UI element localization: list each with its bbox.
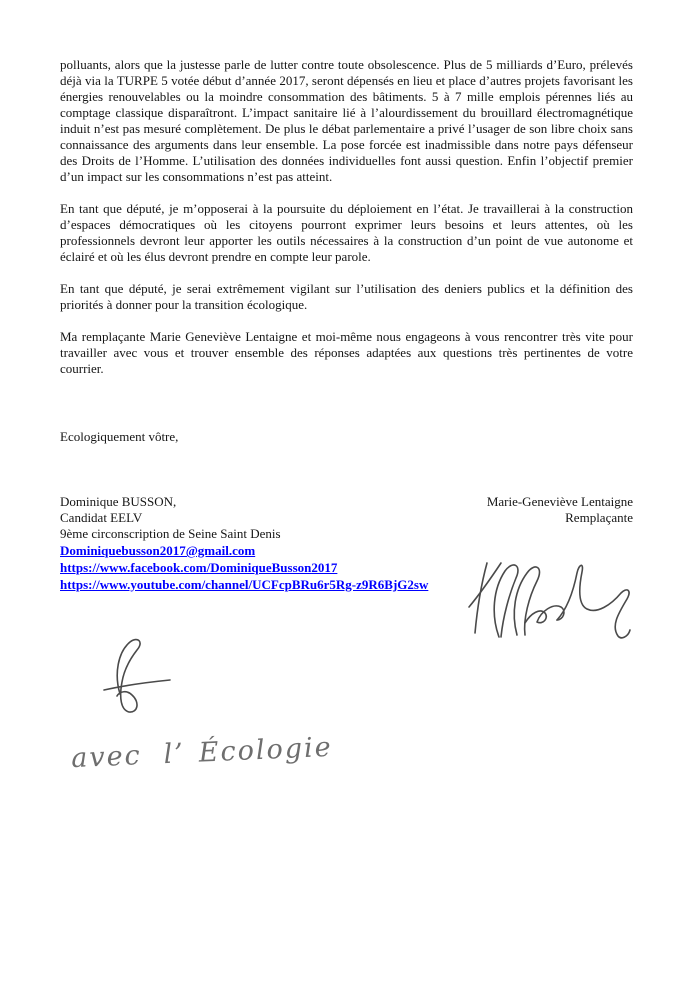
sender-block — [60, 494, 428, 593]
handwritten-word-ecologie: Écologie — [198, 731, 334, 769]
sender-district: 9ème circonscription de Seine Saint Denis — [60, 526, 281, 541]
lentaigne-signature — [465, 545, 640, 642]
paragraph-deniers-publics: En tant que député, je serai extrêmement vigilant sur l’utilisation des deniers publics et la définition des priorités à donner pour la transition écologique. — [60, 281, 633, 312]
busson-signature — [100, 636, 175, 714]
facebook-link[interactable]: https://www.facebook.com/DominiqueBusson2017 — [60, 560, 338, 575]
paragraph-rencontre: Ma remplaçante Marie Geneviève Lentaigne et moi-même nous engageons à vous rencontrer très vite pour travailler avec vous et trouver ensemble des réponses adaptées aux questions très pertinentes de votre courrier. — [60, 329, 633, 376]
closing-salutation: Ecologiquement vôtre, — [60, 429, 179, 444]
sender-title: Candidat EELV — [60, 510, 143, 525]
youtube-link[interactable]: https://www.youtube.com/channel/UCFcpBRu6r5Rg-z9R6BjG2sw — [60, 577, 429, 592]
handwritten-word-avec: avec — [70, 740, 143, 775]
handwritten-word-l-apostrophe: l’ — [162, 738, 186, 771]
paragraph-deploiement: En tant que député, je m’opposerai à la poursuite du déploiement en l’état. Je travaillerai à la construction d’espaces démocratiques où les citoyens pourront exprimer leurs besoins et leurs attentes, où les professionnels devront leur apporter les outils nécessaires à la construction d’un point de vue autonome et éclairé et où les élus devront prendre en compte leur parole. — [60, 201, 633, 264]
contact-links — [60, 542, 428, 593]
paragraph-turpe: polluants, alors que la justesse parle de lutter contre toute obsolescence. Plus de 5 milliards d’Euro, prélevés déjà via la TURPE 5 votée début d’année 2017, seront dépensés en lieu et place d’autres projets favorisant les énergies renouvelables ou la moindre consommation des bâtiments. 5 à 7 mille emplois pérennes liés au comptage classique disparaîtront. L’impact sanitaire lié à l’alourdissement du brouillard électromagnétique induit n’est pas mesuré complètement. De plus le débat parlementaire a privé l’usager de son libre choix sans connaissance des arguments dans leur ensemble. La pose forcée est inadmissible dans notre pays défenseur des Droits de l’Homme. L’utilisation des données individuelles font aussi question. Enfin l’objectif premier d’un impact sur les consommations n’est pas atteint. — [60, 57, 633, 184]
substitute-role: Remplaçante — [565, 510, 633, 525]
substitute-block — [487, 494, 633, 526]
letter-body — [60, 57, 633, 593]
email-link[interactable]: Dominiquebusson2017@gmail.com — [60, 543, 256, 558]
sender-name: Dominique BUSSON, — [60, 494, 177, 509]
handwritten-note — [70, 731, 334, 813]
substitute-name: Marie-Geneviève Lentaigne — [486, 494, 633, 509]
